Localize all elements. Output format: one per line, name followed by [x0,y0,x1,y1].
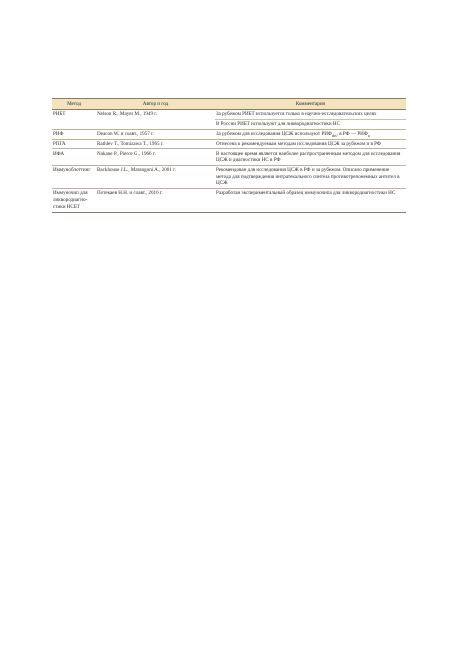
comment-cell: В России РИБТ используют для ликвородиагностики НС [215,119,406,129]
comment-text: За рубежом для исследования ЦСЖ используют РИФ [216,130,332,137]
method-cell: Иммуноблоттинг [52,166,96,189]
comment-cell: В настоящее время является наиболее распространенным методом для исследования ЦСЖ и диагностики НС в РФ [215,149,406,166]
method-cell: РПГА [52,139,96,149]
comment-text: , в РФ — РИФ [336,130,368,137]
table-body [52,109,406,212]
author-cell: Deacon W. и соавт., 1957 г. [96,129,215,139]
table-bottom-rule [52,212,406,213]
header-author-year: Автор и год [96,99,215,110]
table-row [52,109,406,119]
comment-subscript: ц [367,133,370,138]
table-header [52,99,406,110]
author-cell: Nakane P., Pierce G., 1966 г. [96,149,215,166]
comment-subscript: abs [331,133,337,138]
methods-table [52,98,406,212]
method-cell: РИФ [52,129,96,139]
comment-cell: За рубежом РИБТ используется только в научно-исследовательских целях [216,110,377,117]
comment-cell: Рекомендован для исследования ЦСЖ в РФ и за рубежом. Описано применение метода для подтверждения интратекального синтеза противотрепонемных антител в ЦСЖ [215,166,406,189]
method-cell: ИФА [52,149,96,166]
method-cell: РИБТ [53,110,66,117]
author-cell: Rathlev T., Tomizawa T., 1965 г. [96,139,215,149]
header-method: Метод [52,99,96,110]
author-cell: Backhouse J.L., Marangoni A., 2001 г. [96,166,215,189]
method-cell: Иммуночип для ликвородиагностики НСБТ [52,189,96,212]
table-row [52,139,406,149]
comment-cell: Отнесена к рекомендуемым методам исследования ЦСЖ за рубежом и в РФ [215,139,406,149]
table-row [52,166,406,189]
author-cell: Nelson R., Mayer M., 1949 г. [97,110,158,117]
comment-cell [215,129,406,139]
table-row [52,189,406,212]
table-row [52,129,406,139]
header-comments: Комментарии [215,99,406,110]
header-row [52,99,406,110]
table-row [52,149,406,166]
comment-cell: Разработан экспериментальный образец иммуночипа для ликвородиагностики НС [215,189,406,212]
author-cell: Потекаев Н.Н. и соавт., 2016 г. [96,189,215,212]
